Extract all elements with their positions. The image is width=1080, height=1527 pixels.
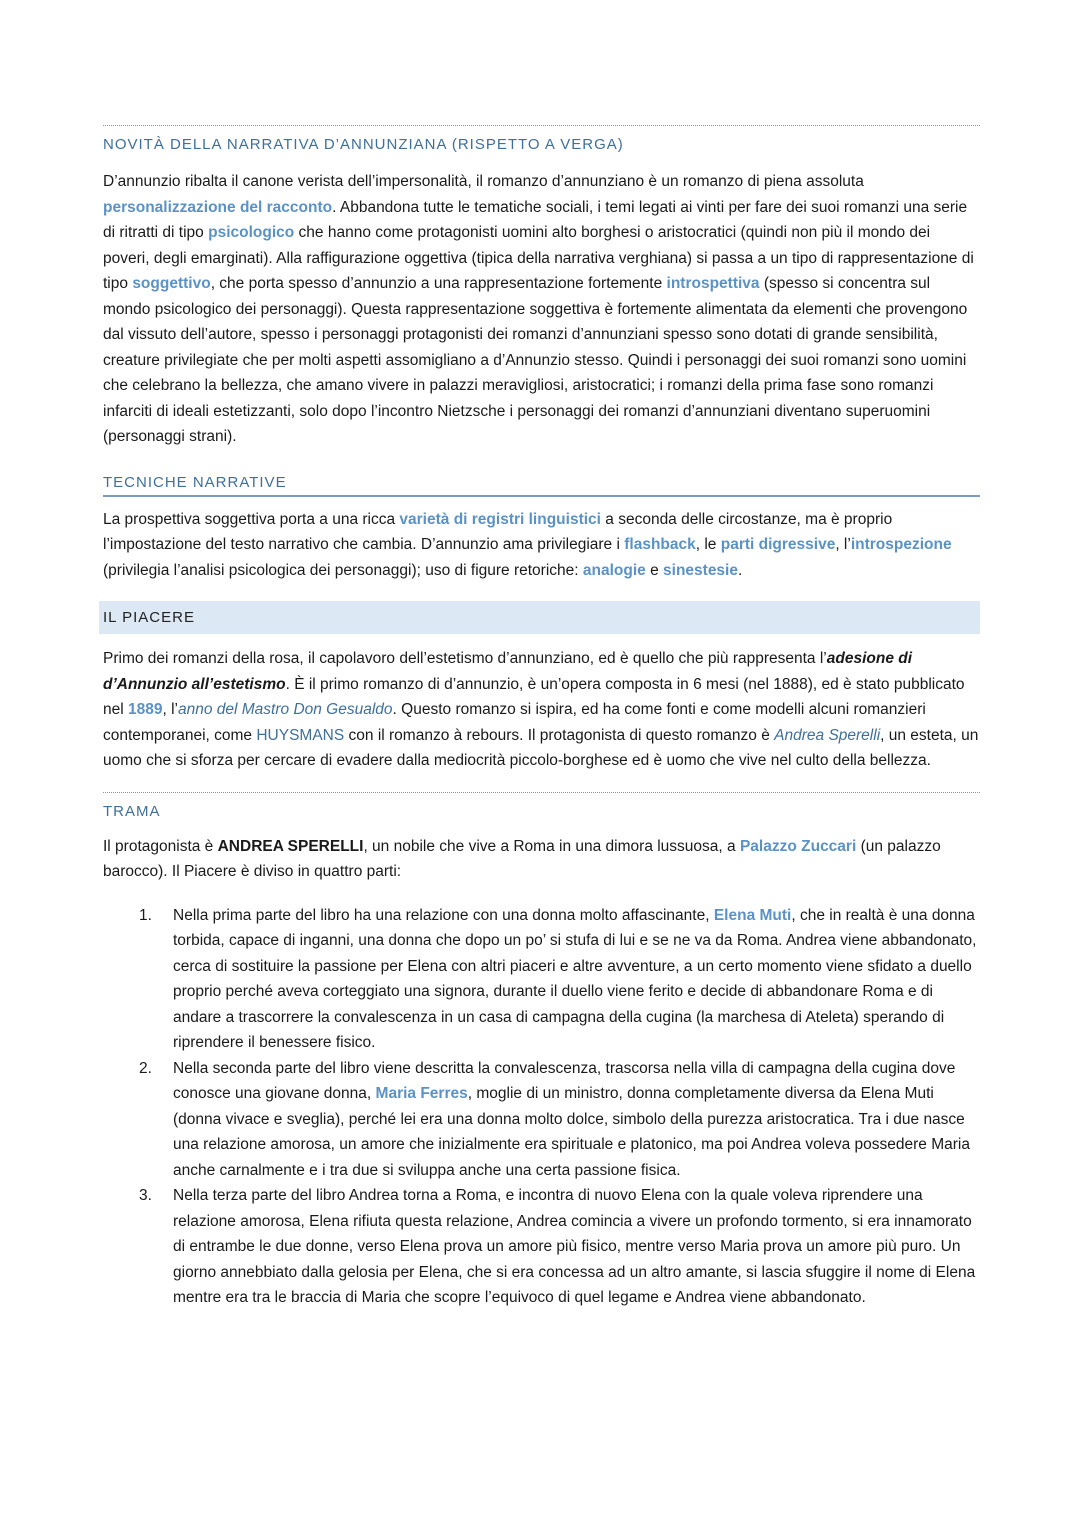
text-run: , che porta spesso d’annunzio a una rappresentazione fortemente: [210, 275, 667, 292]
highlight-term: soggettivo: [132, 275, 211, 292]
text-run: Primo dei romanzi della rosa, il capolavoro dell’estetismo d’annunziano, ed è quello che più rappresenta l’: [103, 650, 827, 667]
text-run: con il romanzo à rebours. Il protagonista di questo romanzo è: [344, 726, 775, 744]
text-run: , che in realtà è una donna torbida, capace di inganni, una donna che dopo un po’ si stufa di lui e se ne va da Roma. Andrea viene abbandonato, cerca di sostituire la passione per Elena con altri piaceri e altre avventure, a un certo momento viene sfidato a duello proprio perché aveva corteggiato una signora, durante il duello viene ferito e decide di abbandonare Roma e di andare a trascorrere la convalescenza in un casa di campagna della cugina (la marchesa di Ateleta) sperando di riprendere il benessere fisico.: [173, 906, 977, 1051]
paragraph-tecniche: [103, 507, 980, 584]
section-heading-novita: NOVITÀ DELLA NARRATIVA D’ANNUNZIANA (RISPETTO A VERGA): [103, 136, 624, 153]
highlight-term: Elena Muti: [713, 906, 792, 924]
text-run: , l’: [835, 536, 851, 553]
text-run: (un palazzo barocco). Il Piacere è diviso in quattro parti:: [103, 837, 941, 880]
list-number: 3.: [139, 1187, 152, 1204]
list-number: 2.: [139, 1059, 152, 1077]
highlight-term: personalizzazione del racconto: [103, 198, 333, 216]
italic-term: Andrea Sperelli: [774, 726, 881, 744]
text-run: , l’: [162, 701, 178, 718]
text-run: Nella terza parte del libro Andrea torna a Roma, e incontra di nuovo Elena con la quale voleva riprendere una relazione amorosa, Elena rifiuta questa relazione, Andrea comincia a vivere un profondo tormento, si era innamorato di entrambe le due donne, verso Elena prova un amore più fisico, mentre verso Maria prova un amore più puro. Un giorno annebbiato dalla gelosia per Elena, che si era concessa ad un altro amante, si lascia sfuggire il nome di Elena mentre era tra le braccia di Maria che scopre l’equivoco di quel legame e Andrea viene abbandonato.: [173, 1187, 976, 1306]
highlight-term: psicologico: [208, 224, 295, 241]
highlight-term: Maria Ferres: [375, 1085, 468, 1102]
highlight-term: sinestesie: [663, 561, 738, 579]
text-run: D’annunzio ribalta il canone verista dell’impersonalità, il romanzo d’annunziano è un romanzo di piena assoluta: [103, 173, 864, 190]
highlight-term: introspettiva: [666, 275, 760, 292]
section-heading-piacere: IL PIACERE: [99, 601, 980, 634]
list-item: [103, 1183, 980, 1311]
list-item: [103, 1056, 980, 1184]
text-run: Nella seconda parte del libro viene descritta la convalescenza, trascorsa nella villa di campagna della cugina dove conosce una giovane donna,: [173, 1059, 956, 1102]
text-run: . Abbandona tutte le tematiche sociali, i temi legati ai vinti per fare dei suoi romanzi una serie di ritratti di tipo: [103, 198, 968, 241]
text-run: , un nobile che vive a Roma in una dimora lussuosa, a: [363, 837, 740, 855]
text-run: Il protagonista è: [103, 837, 218, 855]
bold-italic-term: adesione di d’Annunzio all’estetismo: [103, 650, 913, 693]
text-run: , un esteta, un uomo che si sforza per cercare di evadere dalla mediocrità piccolo-borghese ed è uomo che vive nel culto della bellezza.: [103, 726, 979, 769]
highlight-term: analogie: [582, 561, 646, 579]
text-run: , moglie di un ministro, donna completamente diversa da Elena Muti (donna vivace e sveglia), perché lei era una donna molto dolce, simbolo della purezza aristocratica. Tra i due nasce una relazione amorosa, un amore che inizialmente era spirituale e platonico, ma poi Andrea voleva possedere Maria anche carnalmente e i tra due si sviluppa anche una certa passione fisica.: [173, 1085, 970, 1179]
highlight-term: flashback: [624, 536, 696, 553]
paragraph-novita: [103, 169, 980, 450]
text-run: (privilegia l’analisi psicologica dei personaggi); uso di figure retoriche:: [103, 561, 583, 579]
paragraph-trama: [103, 834, 980, 885]
highlight-term: 1889: [128, 701, 163, 718]
text-run: Nella prima parte del libro ha una relazione con una donna molto affascinante,: [173, 906, 714, 924]
text-run: La prospettiva soggettiva porta a una ricca: [103, 510, 400, 528]
text-run: . Questo romanzo si ispira, ed ha come fonti e come modelli alcuni romanzieri contemporanei, come: [103, 701, 926, 744]
text-run: (spesso si concentra sul mondo psicologico dei personaggi). Questa rappresentazione soggettiva è fortemente alimentata da elementi che provengono dal vissuto dell’autore, spesso i personaggi protagonisti dei romanzi d’annunziani spesso sono dotati di grande sensibilità, creature privilegiate che per molti aspetti assomigliano a d’Annunzio stesso. Quindi i personaggi dei suoi romanzi sono uomini che celebrano la bellezza, che amano vivere in palazzi meravigliosi, aristocratici; i romanzi della prima fase sono romanzi infarciti di ideali estetizzanti, solo dopo l’incontro Nietzsche i personaggi dei romanzi d’annunziani diventano superuomini (personaggi strani).: [103, 275, 968, 445]
text-run: . È il primo romanzo di d’annunzio, è un’opera composta in 6 mesi (nel 1888), ed è stato pubblicato nel: [103, 675, 965, 718]
document-page: [103, 125, 980, 1311]
bold-term: ANDREA SPERELLI: [217, 837, 364, 855]
section-heading-trama: TRAMA: [103, 802, 161, 820]
text-run: a seconda delle circostanze, ma è proprio l’impostazione del testo narrativo che cambia. D’annunzio ama privilegiare i: [103, 510, 893, 553]
list-item: [103, 903, 980, 1056]
text-run: , le: [695, 536, 721, 553]
paragraph-piacere: [103, 646, 980, 774]
section-heading-tecniche: TECNICHE NARRATIVE: [103, 464, 980, 497]
text-run: che hanno come protagonisti uomini alto borghesi o aristocratici (quindi non più il mondo dei poveri, degli emarginati). Alla raffigurazione oggettiva (tipica della narrativa verghiana) si passa a un tipo di rappresentazione di tipo: [103, 224, 974, 292]
highlight-term: varietà di registri linguistici: [399, 510, 601, 528]
highlight-term: Palazzo Zuccari: [739, 837, 857, 855]
italic-term: anno del Mastro Don Gesualdo: [177, 701, 393, 718]
highlight-term: introspezione: [850, 536, 952, 553]
trama-list: [103, 903, 980, 1311]
list-number: 1.: [139, 906, 152, 924]
highlight-term: parti digressive: [720, 536, 836, 553]
text-run: .: [737, 561, 743, 579]
author-name: HUYSMANS: [256, 726, 345, 744]
text-run: e: [645, 561, 664, 579]
